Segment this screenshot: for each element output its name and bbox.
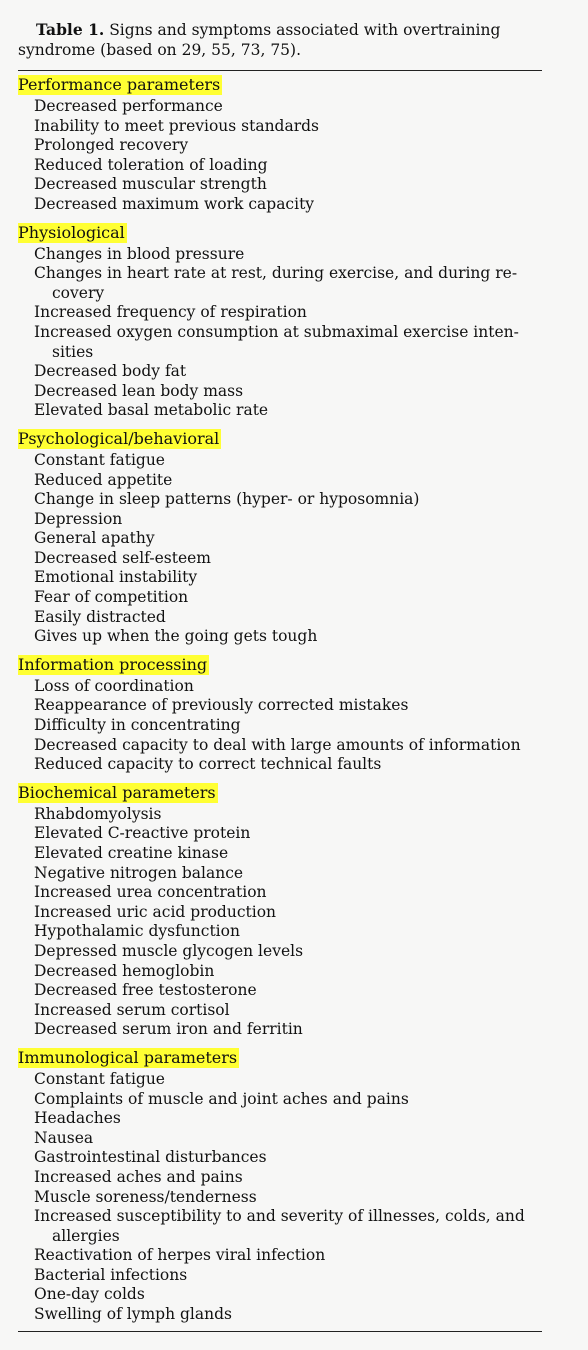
table-body	[18, 73, 542, 1325]
list-item	[34, 510, 542, 530]
list-item-text: Difficulty in concentrating	[34, 716, 241, 735]
list-item-text: Gastrointestinal disturbances	[34, 1148, 267, 1167]
list-item-text: Depression	[34, 509, 123, 528]
section-item-list	[18, 97, 542, 215]
list-item-text: Inability to meet previous standards	[34, 116, 320, 135]
list-item	[34, 156, 542, 176]
section-heading: Performance parameters	[18, 75, 221, 94]
table-caption	[18, 20, 542, 60]
list-item	[34, 362, 542, 382]
table-section	[18, 427, 542, 647]
list-item	[34, 1168, 542, 1188]
section-heading: Information processing	[18, 654, 208, 674]
list-item	[34, 981, 542, 1001]
list-item	[34, 382, 542, 402]
caption-line-1	[18, 20, 542, 40]
list-item-text: Increased oxygen consumption at submaximal exercise inten-	[34, 322, 519, 341]
bottom-rule	[18, 1331, 542, 1332]
list-item-text: Changes in heart rate at rest, during exercise, and during re-	[34, 264, 518, 283]
list-item	[34, 627, 542, 647]
list-item-text: Increased urea concentration	[34, 883, 267, 902]
section-heading: Immunological parameters	[18, 1047, 238, 1067]
list-item	[34, 844, 542, 864]
list-item-text: Changes in blood pressure	[34, 244, 245, 263]
list-item	[34, 962, 542, 982]
list-item-text: Elevated creatine kinase	[34, 844, 229, 862]
section-heading: Biochemical parameters	[18, 782, 216, 802]
list-item-text: Increased aches and pains	[34, 1167, 243, 1186]
list-item	[34, 1070, 542, 1090]
list-item-text: Decreased performance	[34, 97, 223, 115]
list-item	[34, 1188, 542, 1208]
list-item	[34, 549, 542, 569]
list-item-text: Increased serum cortisol	[34, 1000, 230, 1019]
list-item-text: Reduced capacity to correct technical faults	[34, 755, 382, 774]
list-item	[34, 1305, 542, 1325]
list-item	[34, 490, 542, 510]
list-item-text: Muscle soreness/tenderness	[34, 1187, 257, 1206]
section-item-list	[18, 245, 542, 421]
list-item	[34, 716, 542, 736]
list-item	[34, 864, 542, 884]
table-section	[18, 1046, 542, 1325]
list-item	[34, 303, 542, 323]
list-item	[34, 903, 542, 923]
list-item	[34, 471, 542, 491]
list-item	[34, 805, 542, 825]
caption-text-1: Signs and symptoms associated with overtraining	[104, 21, 501, 39]
list-item	[34, 922, 542, 942]
section-heading: Psychological/behavioral	[18, 428, 220, 448]
list-item	[34, 1109, 542, 1129]
list-item-continuation: covery	[52, 283, 105, 302]
list-item	[34, 1090, 542, 1110]
list-item-text: Rhabdomyolysis	[34, 804, 162, 823]
list-item-continuation: sities	[52, 342, 94, 361]
list-item	[34, 1246, 542, 1266]
list-item-text: Gives up when the going gets tough	[34, 627, 318, 646]
list-item-text: Bacterial infections	[34, 1265, 188, 1284]
list-item	[34, 883, 542, 903]
list-item-text: General apathy	[34, 529, 155, 548]
list-item	[34, 824, 542, 844]
list-item	[34, 175, 542, 195]
list-item-text: Loss of coordination	[34, 676, 194, 695]
list-item	[34, 117, 542, 137]
list-item-text: Decreased body fat	[34, 362, 187, 381]
list-item-text: Reduced appetite	[34, 470, 173, 489]
list-item-text: Increased susceptibility to and severity of illnesses, colds, and	[34, 1207, 525, 1226]
list-item	[34, 608, 542, 628]
list-item	[34, 736, 542, 756]
list-item-text: Decreased capacity to deal with large amounts of information	[34, 735, 521, 754]
caption-line-2: syndrome (based on 29, 55, 73, 75).	[18, 41, 302, 59]
table-label: Table 1.	[36, 20, 105, 39]
list-item	[34, 1129, 542, 1149]
section-item-list	[18, 451, 542, 647]
list-item	[34, 529, 542, 549]
list-item-text: Decreased self-esteem	[34, 548, 211, 567]
list-item	[34, 1148, 542, 1168]
list-item	[34, 677, 542, 697]
list-item-text: Fear of competition	[34, 588, 189, 607]
list-item	[34, 1207, 542, 1246]
list-item	[34, 136, 542, 156]
list-item-text: Constant fatigue	[34, 1069, 165, 1088]
list-item-text: Decreased serum iron and ferritin	[34, 1020, 303, 1039]
table-section	[18, 221, 542, 421]
list-item	[34, 1266, 542, 1286]
list-item-text: Elevated basal metabolic rate	[34, 401, 269, 420]
list-item-text: Reactivation of herpes viral infection	[34, 1246, 326, 1265]
list-item	[34, 942, 542, 962]
list-item-text: Increased frequency of respiration	[34, 303, 307, 322]
list-item-text: Prolonged recovery	[34, 136, 189, 155]
list-item-text: Emotional instability	[34, 568, 198, 587]
list-item-text: Reappearance of previously corrected mistakes	[34, 696, 409, 715]
list-item	[34, 1001, 542, 1021]
list-item-text: Nausea	[34, 1128, 94, 1147]
list-item	[34, 323, 542, 362]
section-item-list	[18, 805, 542, 1040]
list-item	[34, 696, 542, 716]
table-section	[18, 781, 542, 1040]
section-heading: Physiological	[18, 222, 125, 242]
list-item	[34, 97, 542, 117]
list-item	[34, 755, 542, 775]
list-item-text: Complaints of muscle and joint aches and pains	[34, 1089, 409, 1108]
table-section	[18, 653, 542, 775]
list-item-text: Decreased hemoglobin	[34, 961, 215, 980]
list-item-text: Change in sleep patterns (hyper- or hyposomnia)	[34, 490, 420, 509]
list-item-text: Decreased free testosterone	[34, 981, 257, 1000]
top-rule	[18, 70, 542, 71]
list-item	[34, 195, 542, 215]
list-item	[34, 1285, 542, 1305]
list-item-text: One-day colds	[34, 1285, 145, 1304]
list-item	[34, 451, 542, 471]
list-item	[34, 588, 542, 608]
list-item-text: Decreased muscular strength	[34, 175, 267, 194]
list-item-text: Reduced toleration of loading	[34, 155, 268, 174]
list-item-text: Increased uric acid production	[34, 902, 277, 921]
list-item-continuation: allergies	[52, 1226, 120, 1245]
list-item-text: Decreased maximum work capacity	[34, 194, 315, 213]
list-item	[34, 568, 542, 588]
list-item	[34, 245, 542, 265]
table-section	[18, 73, 542, 215]
list-item-text: Negative nitrogen balance	[34, 863, 244, 882]
list-item	[34, 264, 542, 303]
list-item	[34, 1020, 542, 1040]
list-item	[34, 401, 542, 421]
list-item-text: Easily distracted	[34, 607, 166, 626]
list-item-text: Elevated C-reactive protein	[34, 824, 251, 843]
list-item-text: Swelling of lymph glands	[34, 1305, 232, 1324]
section-item-list	[18, 1070, 542, 1325]
list-item-text: Decreased lean body mass	[34, 381, 244, 400]
list-item-text: Depressed muscle glycogen levels	[34, 941, 304, 960]
list-item-text: Constant fatigue	[34, 450, 165, 469]
section-item-list	[18, 677, 542, 775]
list-item-text: Headaches	[34, 1109, 121, 1128]
list-item-text: Hypothalamic dysfunction	[34, 922, 240, 941]
